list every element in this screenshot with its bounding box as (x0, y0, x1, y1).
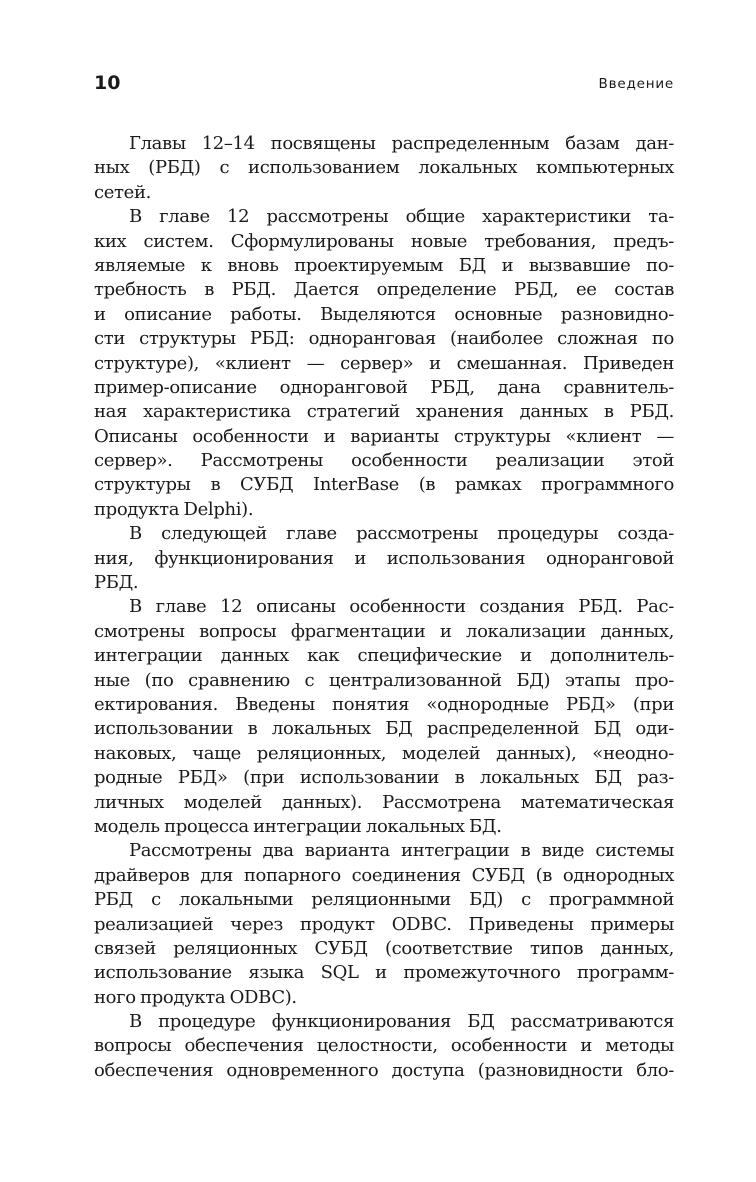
text-line: В процедуре функционирования БД рассматриваются (129, 1011, 674, 1033)
text-line: ная характеристика стратегий хранения данных в РБД. (94, 401, 674, 423)
text-line: В следующей главе рассмотрены процедуры созда- (129, 523, 674, 545)
page-header (94, 70, 674, 100)
text-line: наковых, чаще реляционных, моделей данных), «неодно- (94, 742, 674, 764)
text-line: Главы 12–14 посвящены распределенным базам дан- (129, 133, 674, 154)
text-line: связей реляционных СУБД (соответствие типов данных, (94, 937, 674, 959)
text-line: ния, функционирования и использования одноранговой (94, 547, 674, 569)
text-line: вопросы обеспечения целостности, особенности и методы (94, 1035, 674, 1057)
text-line: родные РБД» (при использовании в локальных БД раз- (94, 767, 674, 789)
text-line: ные (по сравнению с централизованной БД) этапы про- (94, 669, 674, 691)
text-line: пример-описание одноранговой РБД, дана сравнитель- (94, 376, 674, 398)
text-line: реализацией через продукт ODBC. Приведены примеры (94, 913, 674, 935)
text-line: сервер». Рассмотрены особенности реализации этой (94, 450, 674, 472)
text-line: использовании в локальных БД распределенной БД оди- (94, 718, 674, 740)
text-line: требность в РБД. Дается определение РБД, ее состав (94, 279, 674, 301)
text-line: ких систем. Сформулированы новые требования, предъ- (94, 230, 674, 252)
text-line: являемые к вновь проектируемым БД и вызвавшие по- (94, 254, 674, 276)
text-line: и описание работы. Выделяются основные разновидно- (94, 303, 674, 325)
text-line: В главе 12 рассмотрены общие характеристики та- (129, 206, 674, 228)
text-line: структуре), «клиент — сервер» и смешанная. Приведен (94, 352, 674, 374)
text-line: РБД. (94, 572, 139, 594)
text-line: ного продукта ODBC). (94, 986, 297, 1008)
text-line: обеспечения одновременного доступа (разновидности бло- (94, 1059, 674, 1081)
text-line: В главе 12 описаны особенности создания РБД. Рас- (129, 596, 674, 618)
text-line: структуры в СУБД InterBase (в рамках программного (94, 474, 674, 496)
text-line: модель процесса интеграции локальных БД. (94, 815, 502, 837)
text-line: ектирования. Введены понятия «однородные РБД» (при (94, 693, 674, 715)
text-line: смотрены вопросы фрагментации и локализации данных, (94, 620, 674, 642)
text-line: ных (РБД) с использованием локальных компьютерных (94, 157, 674, 179)
text-line: драйверов для попарного соединения СУБД (в однородных (94, 864, 674, 886)
text-line: использование языка SQL и промежуточного программ- (94, 962, 674, 984)
text-line: интеграции данных как специфические и дополнитель- (94, 645, 674, 667)
text-line: сетей. (94, 181, 151, 203)
text-line: Рассмотрены два варианта интеграции в виде системы (129, 840, 674, 862)
text-line: РБД с локальными реляционными БД) с программной (94, 889, 674, 911)
text-line: личных моделей данных). Рассмотрена математическая (94, 791, 674, 813)
text-line: Описаны особенности и варианты структуры «клиент — (94, 425, 674, 447)
text-line: продукта Delphi). (94, 498, 254, 520)
body-text (94, 132, 674, 1083)
running-head: Введение (598, 76, 674, 92)
page-number: 10 (94, 72, 121, 94)
text-line: сти структуры РБД: одноранговая (наиболее сложная по (94, 328, 674, 350)
